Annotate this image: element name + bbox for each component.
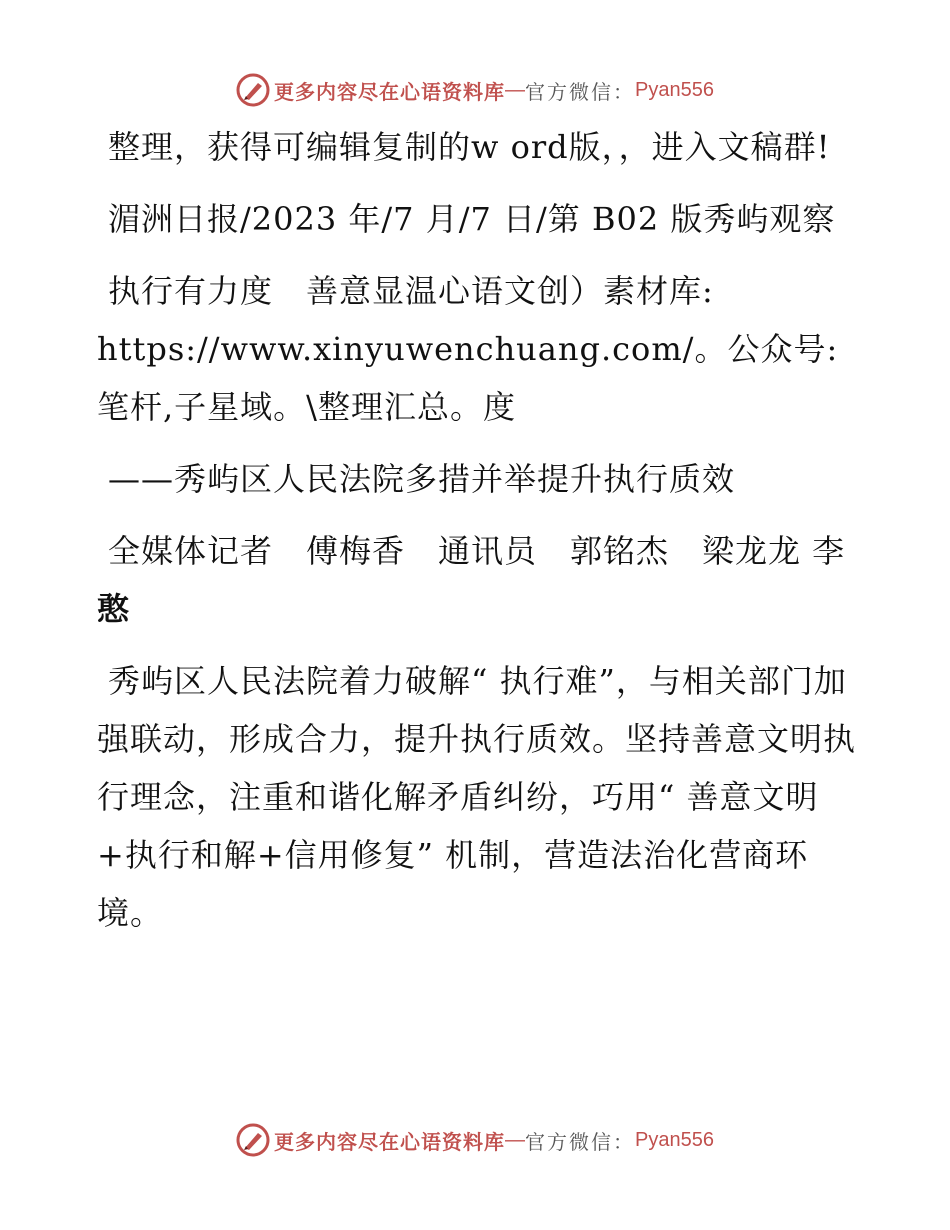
header-wechat-label: 官方微信：: [525, 79, 636, 104]
header-wechat-handle: Pyan556: [635, 78, 714, 101]
pen-logo-icon: [236, 1123, 270, 1157]
byline-last-char: 憨: [97, 590, 131, 628]
footer-wechat-handle: Pyan556: [635, 1128, 714, 1151]
paragraph-subtitle: ——秀屿区人民法院多措并举提升执行质效: [108, 460, 736, 498]
paragraph-intro: 整理，获得可编辑复制的w ord版，，进入文稿群!: [108, 128, 831, 166]
paragraph-byline: [97, 522, 857, 638]
footer-watermark: [0, 1120, 950, 1160]
header-watermark-text: 更多内容尽在心语资料库: [274, 79, 506, 104]
footer-watermark-text: 更多内容尽在心语资料库: [274, 1129, 506, 1154]
paragraph-body: 秀屿区人民法院着力破解“ 执行难”，与相关部门加强联动，形成合力，提升执行质效。坚持善意文明执行理念，注重和谐化解矛盾纠纷，巧用“ 善意文明+执行和解+信用修复” 机制，营造法治化营商环境。: [97, 662, 857, 932]
footer-wechat-label: 官方微信：: [525, 1129, 636, 1154]
header-watermark: [0, 70, 950, 110]
paragraph-title: 执行有力度 善意显温心语文创）素材库: https://www.xinyuwenchuang.com/。公众号: 笔杆,子星域。\整理汇总。度: [97, 272, 839, 426]
header-separator: —: [505, 78, 526, 101]
paragraph-source: 湄洲日报/2023 年/7 月/7 日/第 B02 版秀屿观察: [108, 200, 836, 238]
pen-logo-icon: [236, 73, 270, 107]
document-body: [97, 118, 857, 956]
footer-separator: —: [505, 1128, 526, 1151]
byline-text: 全媒体记者 傅梅香 通讯员 郭铭杰 梁龙龙 李: [108, 532, 846, 570]
